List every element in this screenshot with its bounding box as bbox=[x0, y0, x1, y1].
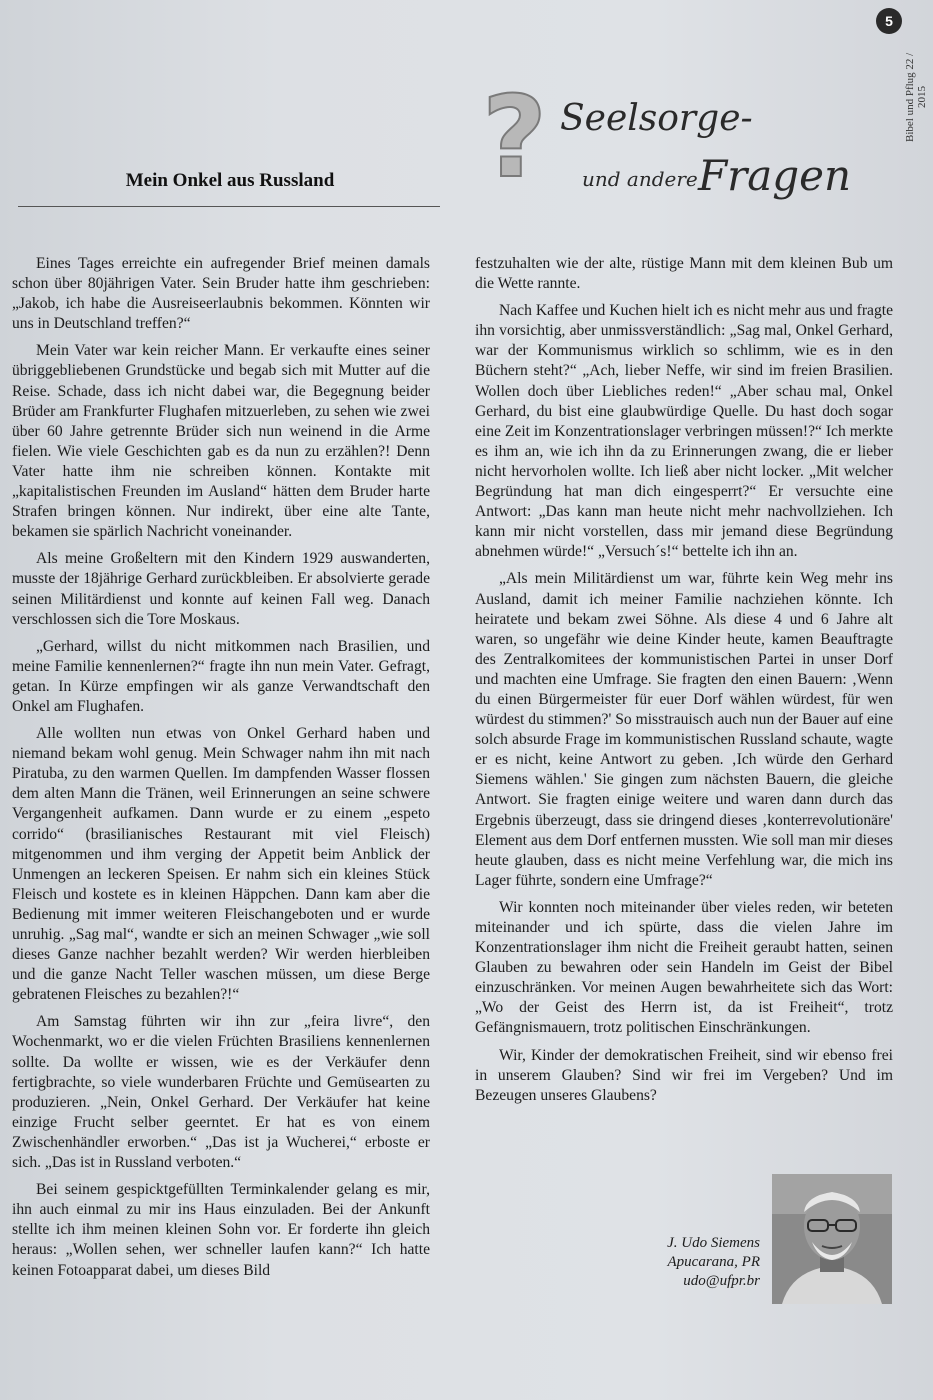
paragraph: Alle wollten nun etwas von Onkel Gerhard haben und niemand bekam wohl genug. Mein Schwager nahm ihn mit nach Piratuba, zu den warmen Quellen. Im dampfenden Wasser flossen dem alten Mann die Tränen, weil Erinnerungen an seine schwere Vergangenheit aufkamen. Dann wurde er zu einem „espeto corrido“ (brasilianisches Restaurant mit viel Fleisch) mitgenommen und ihm verging der Appetit beim Anblick der Unmengen an leckeren Speisen. Er nahm sich ein kleines Stück Fleisch und kostete es in kleinen Häppchen. Dann kam aber die Bedienung mit immer weiteren Fleischangeboten und er wurde unruhig. „Sag mal“, wandte er sich an meinen Schwager „wie soll dieses Ganze nachher bezahlt werden? Wir werden hierbleiben und die ganze Nacht Teller waschen müssen, um diese Berge gebratenen Fleisches zu bezahlen?!“ bbox=[12, 725, 430, 1004]
right-column bbox=[475, 254, 893, 1113]
section-logo-line2-big: Fragen bbox=[698, 151, 852, 200]
paragraph: „Gerhard, willst du nicht mitkommen nach Brasilien, und meine Familie kennenlernen?“ fragte ihn nun mein Vater. Gefragt, getan. In Kürze empfingen wir als ganze Verwandtschaft den Onkel am Flughafen. bbox=[12, 637, 430, 715]
author-name: J. Udo Siemens bbox=[667, 1235, 760, 1251]
section-logo bbox=[480, 73, 852, 218]
author-location: Apucarana, PR bbox=[667, 1254, 760, 1270]
paragraph: Am Samstag führten wir ihn zur „feira livre“, den Wochenmarkt, wo er die vielen Früchten Brasiliens kennenlernen sollte. Da wollte er wissen, wie es der Verkäufer denn fertigbrachte, so viele wunderbaren Früchte und Gemüsearten zu produzieren. „Nein, Onkel Gerhard. Der Verkäufer hat keine einzige Frucht selber geerntet. Er hat es von einem Zwischenhändler erworben.“ „Das ist ja Wucherei,“ erboste er sich. „Das ist in Russland verboten.“ bbox=[12, 1013, 430, 1172]
paragraph: Mein Vater war kein reicher Mann. Er verkaufte eines seiner übriggebliebenen Grundstücke und begab sich mit Mutter auf die Reise. Schade, dass ich nicht dabei war, die Begegnung beider Brüder am Frankfurter Flughafen mitzuerleben, zu sehen wie zwei über 60 Jahre getrennte Brüder sich nun weinend in die Arme fielen. Wie viele Geschichten gab es da nun zu erzählen?! Denn Vater hatte ihm nie schreiben können. Kontakte mit „kapitalistischen Freunden im Ausland“ hätten dem Bruder harte Strafen bringen können. Nur indirekt, über eine alte Tante, bekamen sie spärlich Nachricht voneinander. bbox=[12, 342, 430, 541]
paragraph: Wir, Kinder der demokratischen Freiheit, sind wir ebenso frei in unserem Glauben? Sind wir frei im Vergeben? Und im Bezeugen unseres Glaubens? bbox=[475, 1046, 893, 1104]
section-logo-line2-small: und andere bbox=[582, 167, 698, 191]
paragraph: Eines Tages erreichte ein aufregender Brief meinen damals schon über 80jährigen Vater. Sein Bruder hatte ihm geschrieben: „Jakob, ich habe die Ausreiseerlaubnis bekommen. Könnten wir uns in Deutschland treffen?“ bbox=[12, 255, 430, 333]
author-photo bbox=[772, 1174, 892, 1304]
title-divider bbox=[18, 206, 440, 207]
article-title: Mein Onkel aus Russland bbox=[125, 170, 335, 191]
page-number: 5 bbox=[876, 8, 902, 34]
left-column bbox=[12, 254, 430, 1288]
paragraph: Nach Kaffee und Kuchen hielt ich es nicht mehr aus und fragte ihn vorsichtig, aber unmissverständlich: „Sag mal, Onkel Gerhard, war der Kommunismus wirklich so schlimm, wie es in den Büchern steht?“ „Ach, lieber Neffe, wir sind im freien Brasilien. Wollen doch über Liebliches reden!“ „Aber schau mal, Onkel Gerhard, du bist eine glaubwürdige Quelle. Du hast doch sogar eine Zeit im Konzentrationslager verbringen müssen!?“ Ich merkte es ihm an, wie ich ihn da zu Erinnerungen zwang, die er lieber nicht hervorholen wollte. Ich ließ aber nicht locker. „Mit welcher Begründung hat man dich eingesperrt?“ Er versuchte eine Antwort: „Das kann man heute nicht mehr nachvollziehen. Ich kann mir nicht vorstellen, dass mir jemand diese Begründung abnehmen würde!“ „Versuch´s!“ bettelte ich ihn an. bbox=[475, 302, 893, 561]
author-signature bbox=[610, 1234, 760, 1291]
question-mark-icon: ? bbox=[482, 73, 547, 203]
paragraph: Bei seinem gespicktgefüllten Terminkalender gelang es mir, ihn auch einmal zu mir ins Haus einzuladen. Bei der Ankunft stellte ich ihm meinen kleinen Sohn vor. Er forderte ihn gleich heraus: „Wollen sehen, wer schneller laufen kann?“ Ich hatte keinen Fotoapparat dabei, um dieses Bild bbox=[12, 1181, 430, 1279]
section-logo-line1: Seelsorge- bbox=[560, 98, 753, 139]
paragraph: „Als mein Militärdienst um war, führte kein Weg mehr ins Ausland, damit ich meiner Familie nachziehen könnte. Ich heiratete und bekam zwei Söhne. Als diese 4 und 6 Jahre alt waren, so ungefähr wie deine Kinder heute, kamen Beauftragte des Zentralkomitees der kommunistischen Partei in unser Dorf und machten eine Umfrage. Sie fragten den einen Bauern: ‚Wenn du einen Bürgermeister für euer Dorf wählen würdest, für wen würdest du stimmen?' So misstrauisch auch nun der Bauer auf eine solch absurde Frage im kommunistischen Russland schaute, wagte er es nicht, keine Antwort zu geben. ‚Ich würde den Gerhard Siemens wählen.' Sie gingen zum nächsten Bauern, die gleiche Antwort. Sie fragten einige weitere und waren dann durch das Ergebnis überzeugt, dass sie dringend dieses ‚konterrevolutionäre' Element aus dem Dorf entfernen mussten. Wie soll man mir dieses heute glauben, dass es nicht meine Verfehlung war, die mich ins Lager führte, sondern eine Umfrage?“ bbox=[475, 570, 893, 889]
paragraph: festzuhalten wie der alte, rüstige Mann mit dem kleinen Bub um die Wette rannte. bbox=[475, 255, 893, 293]
paragraph: Wir konnten noch miteinander über vieles reden, wir beteten miteinander und ich spürte, dass die vielen Jahre im Konzentrationslager ihm nicht die Freiheit geraubt hatten, seinen Glauben zu bewahren oder sein Handeln im Geist der Bibel einzuschränken. Vor meinen Augen bewahrheitete sich das Wort: „Wo der Geist des Herrn ist, da ist Freiheit“, trotz Gefängnismauern, trotz politischen Einschränkungen. bbox=[475, 898, 893, 1037]
magazine-issue-label: Bibel und Pflug 22 / 2015 bbox=[904, 52, 928, 142]
paragraph: Als meine Großeltern mit den Kindern 1929 auswanderten, musste der 18jährige Gerhard zurückbleiben. Er absolvierte gerade seinen Militärdienst und konnte auf keinen Fall weg. Danach verschlossen sich die Tore Moskaus. bbox=[12, 550, 430, 628]
author-email: udo@ufpr.br bbox=[683, 1273, 760, 1289]
